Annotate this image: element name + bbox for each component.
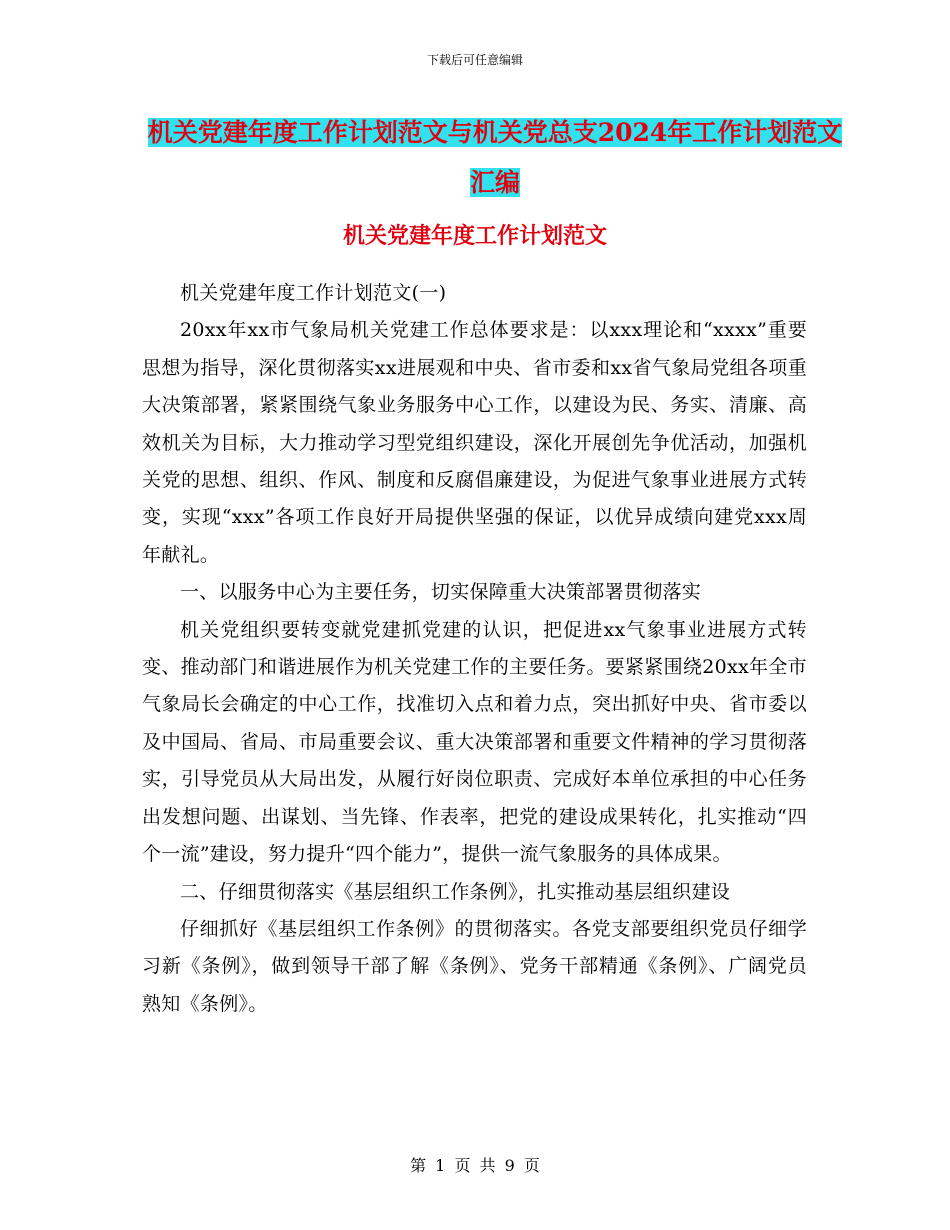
page-footer: 第 1 页 共 9 页 xyxy=(410,1156,540,1175)
paragraph: 20xx年xx市气象局机关党建工作总体要求是：以xxx理论和“xxxx”重要思想为指导，深化贯彻落实xx进展观和中央、省市委和xx省气象局党组各项重大决策部署，紧紧围绕气象业务服务中心工作，以建设为民、务实、清廉、高效机关为目标，大力推动学习型党组织建设，深化开展创先争优活动，加强机关党的思想、组织、作风、制度和反腐倡廉建设，为促进气象事业进展方式转变，实现“xxx”各项工作良好开局提供坚强的保证，以优异成绩向建党xxx周年献礼。 xyxy=(142,319,807,566)
document-title-text: 机关党建年度工作计划范文与机关党总支2024年工作计划范文汇编 xyxy=(147,118,843,197)
document-body xyxy=(142,275,807,1023)
document-title xyxy=(140,108,850,208)
paragraph: 二、仔细贯彻落实《基层组织工作条例》，扎实推动基层组织建设 xyxy=(180,880,731,903)
section-title: 机关党建年度工作计划范文 xyxy=(342,223,607,249)
paragraph: 机关党组织要转变就党建抓党建的认识，把促进xx气象事业进展方式转变、推动部门和谐进展作为机关党建工作的主要任务。要紧紧围绕20xx年全市气象局长会确定的中心工作，找准切入点和着力点，突出抓好中央、省市委以及中国局、省局、市局重要会议、重大决策部署和重要文件精神的学习贯彻落实，引导党员从大局出发，从履行好岗位职责、完成好本单位承担的中心任务出发想问题、出谋划、当先锋、作表率，把党的建设成果转化，扎实推动“四个一流”建设，努力提升“四个能力”，提供一流气象服务的具体成果。 xyxy=(142,618,807,866)
paragraph: 机关党建年度工作计划范文(一) xyxy=(180,282,447,304)
paragraph: 仔细抓好《基层组织工作条例》的贯彻落实。各党支部要组织党员仔细学习新《条例》，做到领导干部了解《条例》、党务干部精通《条例》、广阔党员熟知《条例》。 xyxy=(142,917,807,1015)
page-header-note: 下载后可任意编辑 xyxy=(426,53,523,67)
paragraph: 一、以服务中心为主要任务，切实保障重大决策部署贯彻落实 xyxy=(180,581,702,604)
